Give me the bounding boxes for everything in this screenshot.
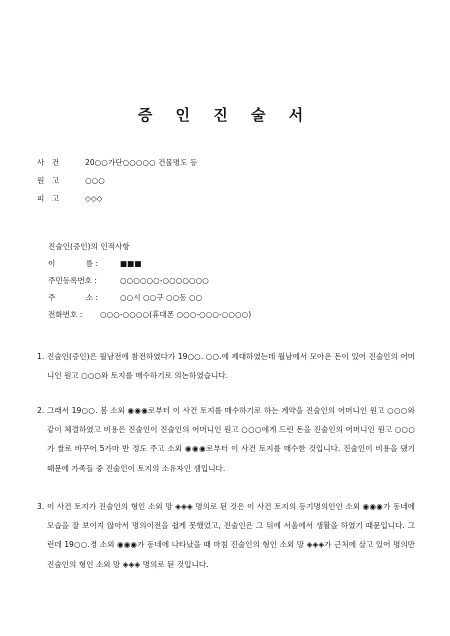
plaintiff-row	[37, 175, 105, 186]
paragraph-number: 1.	[37, 352, 45, 361]
plaintiff-value: ○○○	[85, 176, 105, 185]
paragraph-text: 진술인(증인)은 월남전에 참전하였다가 19○○. ○○.에 제대하였는데 월남에서 모아온 돈이 있어 진술인의 어머니인 원고 ○○○와 토지를 매수하기로 의논하였습니다.	[47, 352, 415, 381]
personal-info-heading: 진술인(증인)의 인적사항	[48, 242, 130, 251]
address-label: 주 소 :	[48, 293, 99, 302]
phone-label: 전화번호 :	[48, 310, 83, 319]
rrn-value: ○○○○○○-○○○○○○○	[120, 276, 209, 285]
paragraph-3	[37, 497, 415, 574]
paragraph-2	[37, 401, 415, 478]
name-label: 이 름 :	[48, 259, 99, 268]
defendant-value: ◇◇◇	[85, 194, 103, 203]
document-title: 증 인 진 술 서	[137, 106, 313, 124]
phone-value: ○○○-○○○○(휴대폰 ○○○-○○○-○○○○)	[100, 310, 252, 319]
defendant-row	[37, 193, 103, 204]
name-value: ■■■	[120, 259, 142, 268]
paragraph-number: 3.	[37, 502, 45, 511]
phone-row	[48, 309, 251, 320]
defendant-label: 피 고	[37, 194, 60, 203]
paragraph-1	[37, 347, 415, 385]
paragraph-text: 이 사건 토지가 진술인의 형인 소외 망 ◈◈◈ 명의로 된 것은 이 사건 토지의 등기명의인인 소외 ◉◉◉가 동네에 모습을 잘 보이지 않아서 명의이전을 쉽게 못했었고, 진술인은 그 뒤에 서울에서 생활을 하였기 때문입니다. 그런데 19○○.경 소외 ◉◉◉가 동네에 나타났을 때 마침 진술인의 형인 소외 망 ◈◈◈가 근처에 살고 있어 명의만 진술인의 형인 소외 망 ◈◈◈ 명의로 된 것입니다.	[47, 502, 415, 569]
address-row	[48, 292, 202, 303]
case-label: 사 건	[37, 158, 60, 167]
rrn-label: 주민등록번호 :	[48, 276, 97, 285]
paragraph-number: 2.	[37, 406, 45, 415]
address-value: ○○시 ○○구 ○○동 ○○	[120, 293, 203, 302]
paragraph-text: 그래서 19○○. 봄 소외 ◉◉◉로부터 이 사건 토지를 매수하기로 하는 계약을 진술인의 어머니인 원고 ○○○와 같이 체결하였고 비용은 진술인이 진술인의 어머니인 원고 ○○○에게 드린 돈을 진술인의 어머니인 원고 ○○○가 쌀로 바꾸어 5가마 반 정도 주고 소외 ◉◉◉로부터 이 사건 토지를 매수한 것입니다. 진술인이 비용을 댔기 때문에 가족들 중 진술인이 토지의 소유자인 셈입니다.	[47, 406, 415, 473]
case-value: 20○○가단○○○○○ 건물명도 등	[85, 158, 198, 167]
case-row	[37, 157, 197, 168]
plaintiff-label: 원 고	[37, 176, 60, 185]
rrn-row	[48, 275, 209, 286]
name-row	[48, 258, 142, 269]
